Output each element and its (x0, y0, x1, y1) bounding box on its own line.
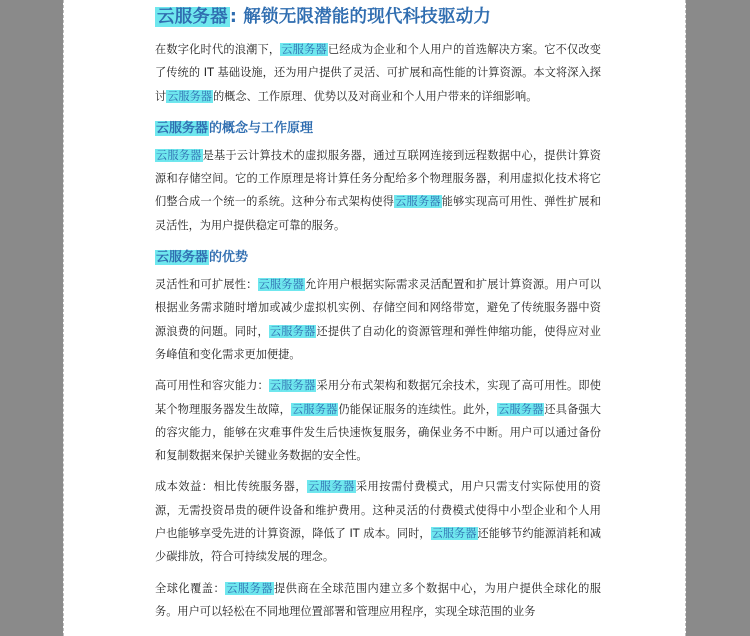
text-run: 的概念、工作原理、优势以及对商业和个人用户带来的详细影响。 (212, 89, 538, 103)
concept-paragraph (155, 144, 601, 237)
highlighted-keyword: 云服务器 (269, 324, 316, 338)
highlighted-keyword: 云服务器 (292, 402, 338, 416)
advantage-paragraph-flexibility (155, 273, 601, 366)
highlighted-keyword: 云服务器 (156, 250, 209, 266)
text-run: 提供商在全球范围内建立多个数据中心，为用户提供全球化的服务。用户可以轻松在不同地理位置部署和管理应用程序，实现全球范围的业务 (155, 581, 601, 618)
text-run: 能够实现高可用性、弹性扩展和灵活性，为用户提供稳定可靠的服务。 (155, 195, 601, 232)
text-run: 灵活性和可扩展性： (155, 278, 258, 292)
advantage-paragraph-global (155, 577, 601, 624)
intro-paragraph (155, 38, 601, 108)
document-content (155, 4, 601, 631)
section-heading-advantages (155, 247, 601, 269)
highlighted-keyword: 云服务器 (431, 527, 477, 541)
advantage-paragraph-availability (155, 374, 601, 467)
text-run: 仍能保证服务的连续性。此外， (338, 402, 498, 416)
highlighted-keyword: 云服务器 (498, 402, 544, 416)
highlighted-keyword: 云服务器 (308, 480, 355, 494)
text-run: 已经成为企业和个人用户的首选解决方案。它不仅改变了传统的 IT 基础设施，还为用户提供了灵活、可扩展和高性能的计算资源。本文将深入探讨 (155, 43, 601, 103)
section-heading-text: 的概念与工作原理 (209, 120, 314, 136)
text-run: 成本效益：相比传统服务器， (155, 480, 308, 494)
highlighted-keyword: 云服务器 (167, 89, 212, 103)
right-margin (686, 0, 750, 636)
section-heading-concept (155, 118, 601, 140)
highlighted-keyword: 云服务器 (157, 7, 228, 27)
text-run: 还能够节约能源消耗和减少碳排放，符合可持续发展的理念。 (155, 527, 601, 564)
page-title (155, 4, 601, 30)
highlighted-keyword: 云服务器 (258, 278, 305, 292)
section-heading-text: 的优势 (209, 250, 249, 266)
text-run: 还提供了自动化的资源管理和弹性伸缩功能，使得应对业务峰值和变化需求更加便捷。 (155, 324, 601, 361)
advantage-paragraph-cost (155, 475, 601, 568)
document-page[interactable] (63, 0, 686, 636)
highlighted-keyword: 云服务器 (156, 148, 202, 162)
text-run: 采用按需付费模式，用户只需支付实际使用的资源，无需投资昂贵的硬件设备和维护费用。这种灵活的付费模式使得中小型企业和个人用户也能够享受先进的计算资源，降低了 IT 成本。同时， (155, 480, 601, 541)
title-text: : 解锁无限潜能的现代科技驱动力 (229, 7, 492, 27)
highlighted-keyword: 云服务器 (269, 379, 316, 393)
text-run: 还具备强大的容灾能力，能够在灾难事件发生后快速恢复服务，确保业务不中断。用户可以通过备份和复制数据来保护关键业务数据的安全性。 (155, 402, 601, 463)
highlighted-keyword: 云服务器 (226, 581, 273, 595)
text-run: 高可用性和容灾能力： (155, 379, 269, 393)
highlighted-keyword: 云服务器 (395, 195, 441, 209)
text-run: 全球化覆盖： (155, 581, 226, 595)
left-margin (0, 0, 63, 636)
text-run: 采用分布式架构和数据冗余技术，实现了高可用性。即使某个物理服务器发生故障， (155, 379, 601, 416)
highlighted-keyword: 云服务器 (281, 43, 327, 56)
text-run: 在数字化时代的浪潮下， (155, 43, 281, 56)
text-run: 允许用户根据实际需求灵活配置和扩展计算资源。用户可以根据业务需求随时增加或减少虚拟机实例、存储空间和网络带宽，避免了传统服务器中资源浪费的问题。同时， (155, 278, 601, 338)
text-run: 是基于云计算技术的虚拟服务器，通过互联网连接到远程数据中心，提供计算资源和存储空间。它的工作原理是将计算任务分配给多个物理服务器，利用虚拟化技术将它们整合成一个统一的系统。这种分布式架构使得 (155, 148, 601, 209)
highlighted-keyword: 云服务器 (156, 120, 209, 136)
